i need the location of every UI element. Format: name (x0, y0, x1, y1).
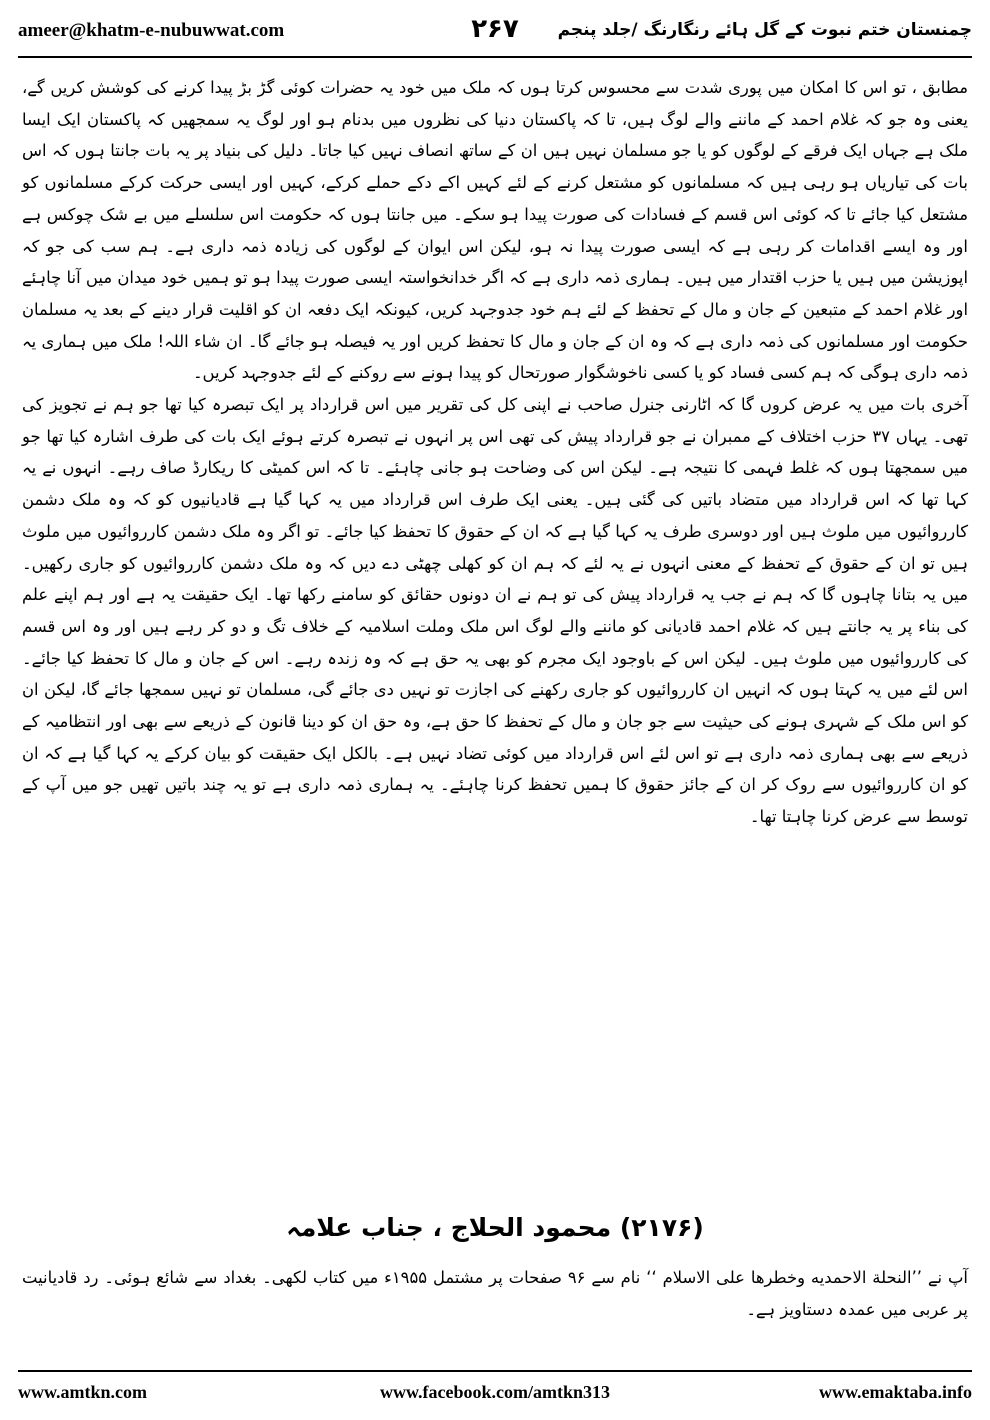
header-email: ameer@khatm-e-nubuwwat.com (18, 20, 285, 41)
section-text (22, 1262, 968, 1325)
footer-link-center[interactable]: www.facebook.com/amtkn313 (380, 1382, 610, 1402)
page-number: ۲۶۷ (471, 14, 519, 44)
footer-link-left[interactable]: www.amtkn.com (18, 1382, 147, 1402)
page-footer (18, 1382, 972, 1408)
body-text (22, 72, 968, 833)
section-heading: (۲۱۷۶) محمود الحلاج ، جناب علامہ (286, 1213, 704, 1242)
footer-divider (18, 1370, 972, 1372)
footer-link-right[interactable]: www.emaktaba.info (818, 1382, 972, 1402)
body-paragraph: مطابق ، تو اس کا امکان میں پوری شدت سے محسوس کرتا ہوں کہ ملک میں خود یہ حضرات کوئی گڑ بڑ پیدا کرنے کی کوشش کریں گے، یعنی وہ جو کہ غلام احمد کے ماننے والے لوگ ہیں، تا کہ پاکستان دنیا کی نظروں میں بدنام ہو اور لوگ یہ سمجھیں کہ پاکستان ایک ایسا ملک ہے جہاں ایک فرقے کے لوگوں کو یا جو مسلمان نہیں ہیں ان کے ساتھ انصاف نہیں کیا جاتا۔ دلیل کی بنیاد پر یہ بات جانتا ہوں کہ اس بات کی تیاریاں ہو رہی ہیں کہ مسلمانوں کو مشتعل کرنے کے لئے کہیں اکے دکے حملے کرکے، کہیں اور ایسی حرکت کرکے مسلمانوں کو مشتعل کیا جائے تا کہ کوئی اس قسم کے فسادات کی صورت پیدا ہو سکے۔ میں جانتا ہوں کہ حکومت اس سلسلے میں بے شک چوکس ہے اور وہ ایسے اقدامات کر رہی ہے کہ ایسی صورت پیدا نہ ہو، لیکن اس ایوان کے لوگوں کی زیادہ ذمہ داری ہے۔ ہم سب کی جو کہ اپوزیشن میں ہیں یا حزب اقتدار میں ہیں۔ ہماری ذمہ داری ہے کہ اگر خدانخواستہ ایسی صورت پیدا ہو تو ہمیں خود میدان میں آنا چاہئے اور غلام احمد کے متبعین کے جان و مال کے تحفظ کے لئے ہم خود جدوجہد کریں، کیونکہ ایک دفعہ ان کو اقلیت قرار دینے کے بعد یہ مسلمان حکومت اور مسلمانوں کی ذمہ داری ہے کہ وہ ان کے جان و مال کا تحفظ کریں اور یہ فیصلہ ہو جائے گا۔ ان شاء اللہ! ملک میں ہماری یہ ذمہ داری ہوگی کہ ہم کسی فساد کو یا کسی ناخوشگوار صورتحال کو پیدا ہونے سے روکنے کے لئے جدوجہد کریں۔ (22, 78, 968, 383)
header-divider (18, 56, 972, 58)
section-paragraph: آپ نے ’’النحلة الاحمدیه وخطرها علی الاسلام ‘‘ نام سے ۹۶ صفحات پر مشتمل ۱۹۵۵ء میں کتاب لکھی۔ بغداد سے شائع ہوئی۔ رد قادیانیت پر عربی میں عمدہ دستاویز ہے۔ (22, 1268, 968, 1319)
book-title: چمنستان ختم نبوت کے گل ہائے رنگارنگ /جلد پنجم (557, 20, 972, 40)
page-header (18, 14, 972, 48)
body-paragraph: آخری بات میں یہ عرض کروں گا کہ اٹارنی جنرل صاحب نے اپنی کل کی تقریر میں اس قرارداد پر ایک تبصرہ کیا تھا جو ہم نے تجویز کی تھی۔ یہاں ۳۷ حزب اختلاف کے ممبران نے جو قرارداد پیش کی تھی اس پر انہوں نے تبصرہ کرتے ہوئے ایک بات کی طرف اشارہ کیا تھا جو میں سمجھتا ہوں کہ غلط فہمی کا نتیجہ ہے۔ لیکن اس کی وضاحت ہو جانی چاہئے۔ تا کہ اس کمیٹی کا ریکارڈ صاف رہے۔ انہوں نے یہ کہا تھا کہ اس قرارداد میں متضاد باتیں کی گئی ہیں۔ یعنی ایک طرف اس قرارداد میں یہ کہا گیا ہے قادیانیوں کو کہ وہ ملک دشمن کارروائیوں میں ملوث ہیں اور دوسری طرف یہ کہا گیا ہے کہ ان کے حقوق کا تحفظ کیا جائے۔ تو اگر وہ ملک دشمن کارروائیوں میں ملوث ہیں تو ان کے حقوق کے تحفظ کے معنی انہوں نے یہ لئے کہ ہم ان کو کھلی چھٹی دے دیں کہ وہ ملک دشمن کارروائیوں کو جاری رکھیں۔ میں یہ بتانا چاہوں گا کہ ہم نے جب یہ قرارداد پیش کی تو ہم نے ان دونوں حقائق کو سامنے رکھا تھا۔ ایک حقیقت یہ ہے اور ہم اپنے علم کی بناء پر یہ جانتے ہیں کہ غلام احمد قادیانی کو ماننے والے لوگ اس ملک وملت اسلامیہ کے خلاف تگ و دو کر رہے ہیں اور وہ اس قسم کی کارروائیوں میں ملوث ہیں۔ لیکن اس کے باوجود ایک مجرم کو بھی یہ حق ہے کہ وہ زندہ رہے۔ اس کے جان و مال کا تحفظ کیا جائے۔ اس لئے میں یہ کہتا ہوں کہ انہیں ان کارروائیوں کو جاری رکھنے کی اجازت تو نہیں دی جائے گی، مسلمان تو نہیں سمجھا جائے گا، لیکن ان کو اس ملک کے شہری ہونے کی حیثیت سے جو جان و مال کے تحفظ کا حق ہے، وہ حق ان کو دینا قانون کے ذریعے سے بھی اور انتظامیہ کے ذریعے سے بھی ہماری ذمہ داری ہے تو اس لئے اس قرارداد میں کوئی تضاد نہیں ہے۔ بالکل ایک حقیقت کو بیان کرکے یہ کہا گیا ہے کہ ان کو ان کارروائیوں سے روک کر ان کے جائز حقوق کا ہمیں تحفظ کرنا چاہئے۔ یہ ہماری ذمہ داری ہے تو یہ چند باتیں تھیں جو میں آپ کے توسط سے عرض کرنا چاہتا تھا۔ (22, 395, 969, 827)
